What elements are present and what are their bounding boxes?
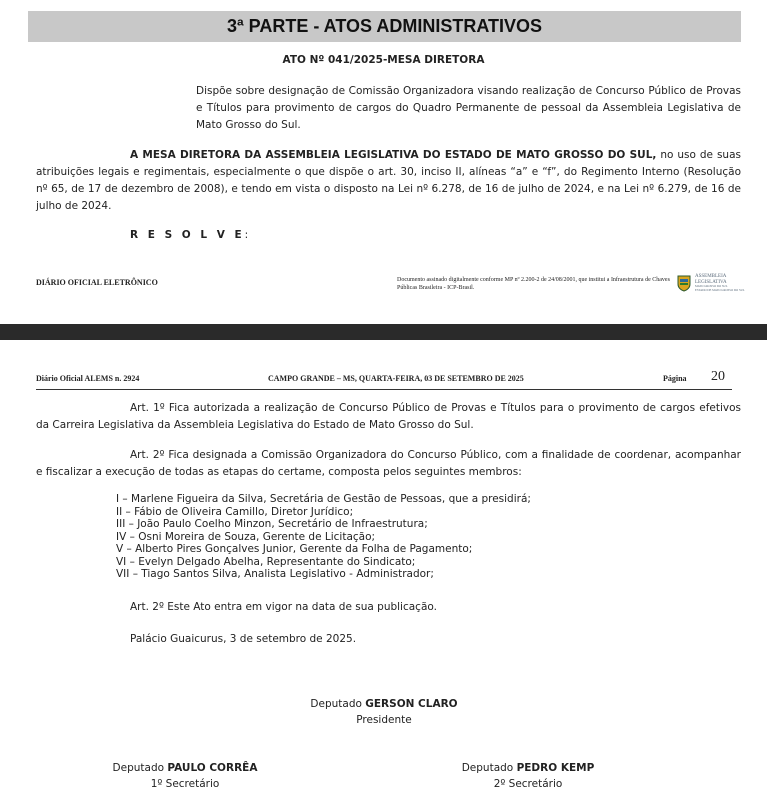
list-item: IV – Osni Moreira de Souza, Gerente de Licitação; <box>116 530 376 543</box>
sig-prefix: Deputado <box>461 762 517 774</box>
act-title: ATO Nº 041/2025-MESA DIRETORA <box>282 54 485 66</box>
signature-president <box>234 696 534 728</box>
list-item: II – Fábio de Oliveira Camillo, Diretor Jurídico; <box>116 505 354 518</box>
sig-name: PAULO CORRÊA <box>167 762 258 774</box>
page-separator <box>0 324 767 340</box>
resolve <box>130 229 248 241</box>
resolve-colon: : <box>244 229 249 241</box>
section-banner: 3ª PARTE - ATOS ADMINISTRATIVOS <box>28 11 741 42</box>
signature-second-secretary <box>378 760 678 792</box>
logo-line2: LEGISLATIVA <box>695 279 727 285</box>
list-item: VI – Evelyn Delgado Abelha, Representante do Sindicato; <box>116 555 416 568</box>
sig-role: 1º Secretário <box>150 778 220 790</box>
journal-date: CAMPO GRANDE – MS, QUARTA-FEIRA, 03 DE SETEMBRO DE 2025 <box>268 374 524 383</box>
signature-first-secretary <box>35 760 335 792</box>
preamble-bold: A MESA DIRETORA DA ASSEMBLEIA LEGISLATIVA DO ESTADO DE MATO GROSSO DO SUL, <box>130 149 657 161</box>
sig-prefix: Deputado <box>310 698 366 710</box>
sig-name: GERSON CLARO <box>365 698 458 710</box>
resolve-bold: R E S O L V E <box>130 229 245 241</box>
members-list <box>116 493 531 581</box>
footer-journal-name: DIÁRIO OFICIAL ELETRÔNICO <box>36 278 158 287</box>
assembly-logo <box>676 274 745 292</box>
sig-name: PEDRO KEMP <box>516 762 595 774</box>
logo-line3: MATO GROSSO DO SUL <box>695 284 728 288</box>
preamble <box>36 147 741 215</box>
list-item: III – João Paulo Coelho Minzon, Secretário de Infraestrutura; <box>116 518 428 530</box>
sig-role: Presidente <box>356 714 412 726</box>
article-3: Art. 2º Este Ato entra em vigor na data de sua publicação. <box>130 601 437 613</box>
place-date: Palácio Guaicurus, 3 de setembro de 2025. <box>130 633 357 645</box>
footer-signature-note: Documento assinado digitalmente conforme MP nº 2.200-2 de 24/08/2001, que institui a Infraestrutura de Chaves Públicas Brasileira - ICP-Brasil. <box>397 277 670 291</box>
journal-issue: Diário Oficial ALEMS n. 2924 <box>36 374 140 383</box>
list-item: I – Marlene Figueira da Silva, Secretária de Gestão de Pessoas, que a presidirá; <box>116 493 531 505</box>
ementa: Dispõe sobre designação de Comissão Organizadora visando realização de Concurso Público de Provas e Títulos para provimento de cargos do Quadro Permanente de pessoal da Assembleia Legislativa de Mato Grosso do Sul. <box>196 85 741 131</box>
article-1: Art. 1º Fica autorizada a realização de Concurso Público de Provas e Títulos para o provimento de cargos efetivos da Carreira Legislativa da Assembleia Legislativa do Estado de Mato Grosso do Sul. <box>36 402 741 431</box>
header-rule <box>36 389 732 390</box>
sig-role: 2º Secretário <box>493 778 563 790</box>
assembly-emblem-icon <box>676 274 692 292</box>
logo-line1: ASSEMBLEIA <box>695 274 727 279</box>
logo-line4: ESTADO DE MATO GROSSO DO SUL <box>695 287 745 292</box>
page-label: Página <box>663 374 687 383</box>
preamble-text: no uso de suas atribuições legais e regimentais, especialmente o que dispõe o art. 30, inciso II, alíneas “a” e “f”, do Regimento Interno (Resolução nº 65, de 17 de dezembro de 2008), e tendo em vista o disposto na Lei nº 6.278, de 16 de julho de 2024, e na Lei nº 6.279, de 16 de julho de 2024. <box>36 149 741 212</box>
page-number: 20 <box>711 369 725 384</box>
list-item: V – Alberto Pires Gonçalves Junior, Gerente da Folha de Pagamento; <box>116 543 473 555</box>
article-2: Art. 2º Fica designada a Comissão Organizadora do Concurso Público, com a finalidade de coordenar, acompanhar e fiscalizar a execução de todas as etapas do certame, composta pelos seguintes membros: <box>36 449 741 478</box>
sig-prefix: Deputado <box>112 762 168 774</box>
list-item: VII – Tiago Santos Silva, Analista Legislativo - Administrador; <box>116 568 434 580</box>
